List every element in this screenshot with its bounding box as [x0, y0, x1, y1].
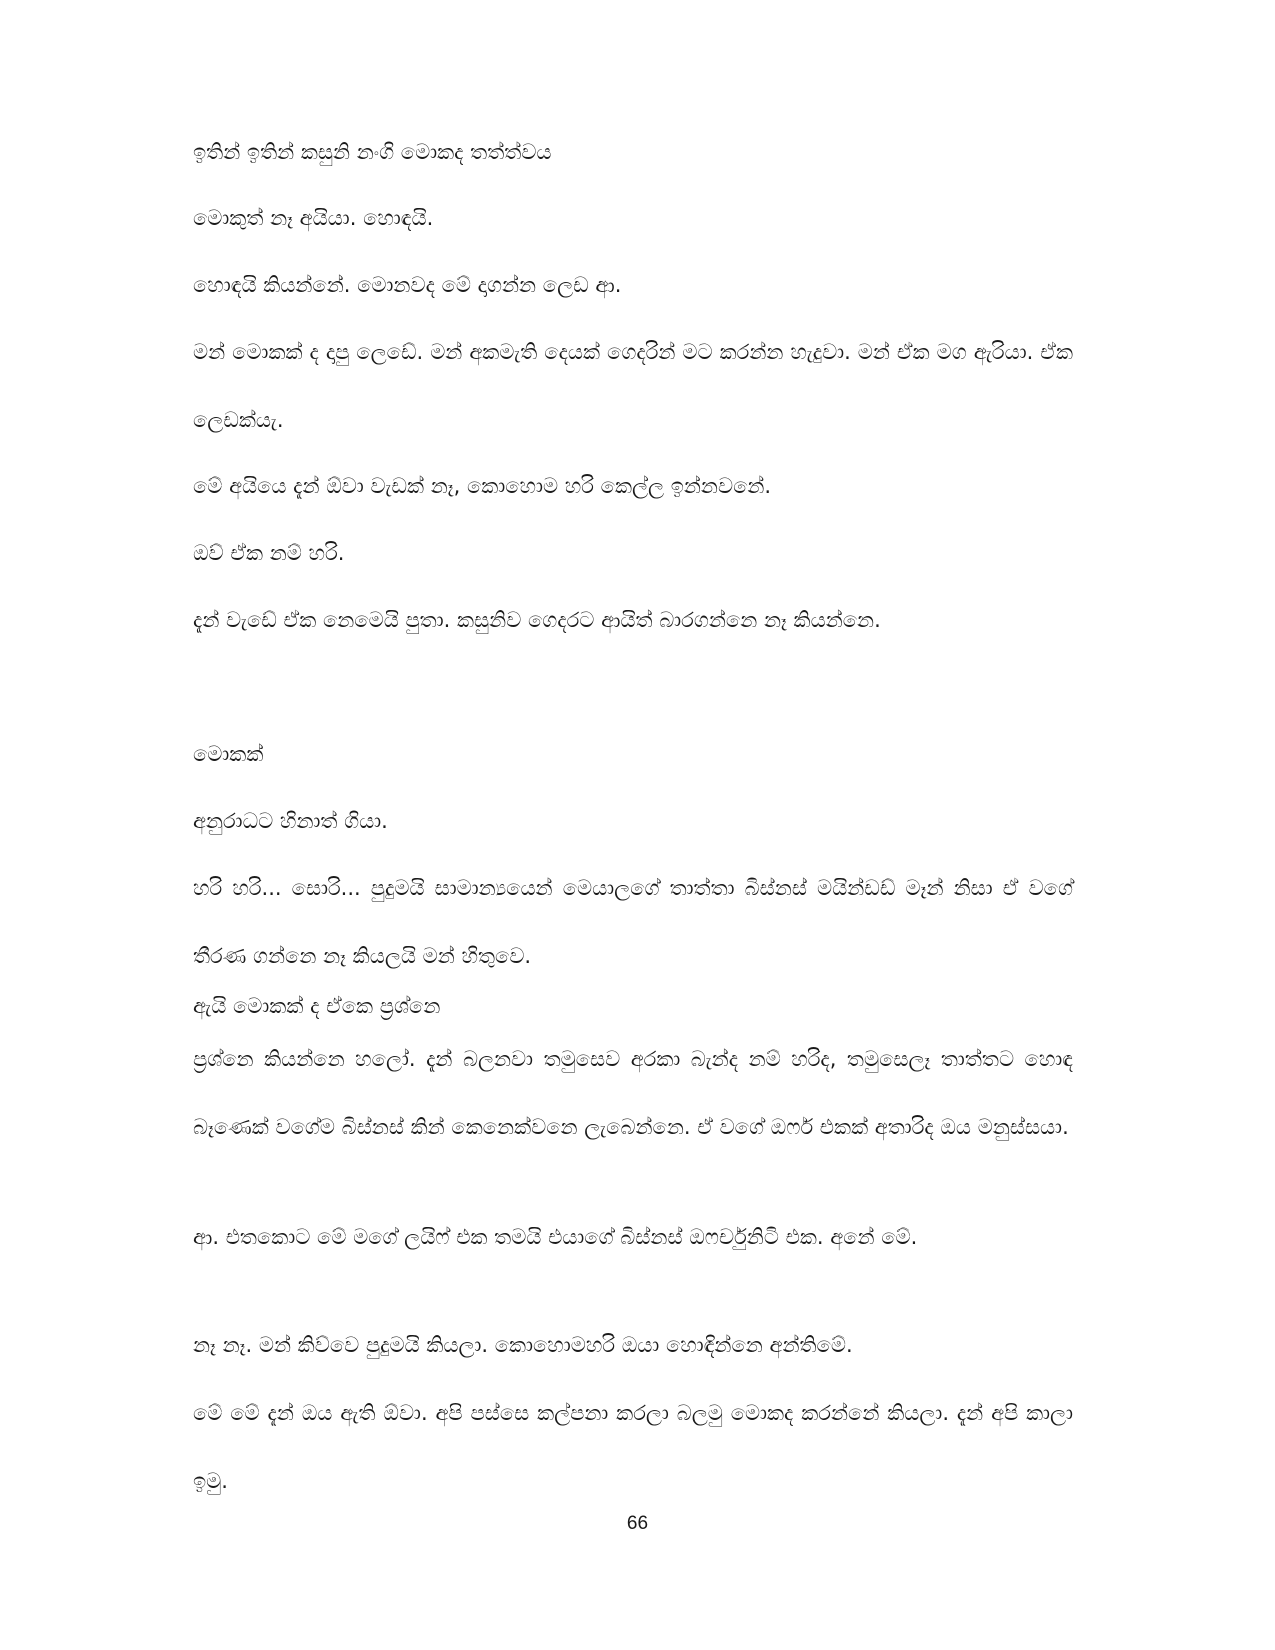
paragraph-7: දැන් වැඩේ ඒක නෙමෙයි පුතා. කසුනිව ගෙදරට ආයිත් බාරගන්නෙ නෑ කියන්නෙ.	[193, 608, 881, 632]
paragraph-3: හොඳයි කියන්නේ. මොනවද මේ දාගන්න ලෙඩ ආ.	[193, 273, 622, 297]
page-number: 66	[626, 1513, 649, 1534]
paragraph-14: නෑ නෑ. මන් කිව්වෙ පුදුමයි කියලා. කොහොමහරි ඔයා හොඳින්නෙ අන්තිමේ.	[193, 1333, 853, 1357]
paragraph-2: මොකුත් නෑ අයියා. හොඳයි.	[193, 206, 434, 230]
paragraph-15: මේ මේ දැන් ඔය ඇති ඕවා. අපි පස්සෙ කල්පනා කරලා බලමු මොකද කරන්නේ කියලා. දැන් අපි කාලා ඉමු.	[193, 1401, 1073, 1493]
paragraph-8: මොකක්	[193, 742, 264, 766]
paragraph-13: ආ. එතකොට මේ මගේ ලයිෆ් එක තමයි එයාගේ බිස්නස් ඔෆර්චුනිටි එක. අනේ මේ.	[193, 1225, 918, 1249]
paragraph-1: ඉතින් ඉතින් කසුනි නංගි මොකද තත්ත්වය	[193, 140, 552, 164]
paragraph-12: ප්‍රශ්නෙ කියන්නෙ හලෝ. දැන් බලනවා තමුසෙව අරකා බැන්ද නම් හරිද, තමුසෙලෑ තාත්තට හොඳ බෑණෙක් වගේම බිස්නස් කින් කෙනෙක්වනෙ ලැබෙන්නෙ. ඒ වගේ ඔෆර් එකක් අතාරිද ඔය මනුස්සයා.	[193, 1047, 1073, 1139]
paragraph-5: මේ අයියෙ දැන් ඕවා වැඩක් නෑ, කොහොම හරි කෙල්ල ඉන්නවනේ.	[193, 474, 772, 498]
paragraph-11: ඇයි මොකක් ද ඒකෙ ප්‍රශ්නෙ	[193, 994, 441, 1018]
paragraph-9: අනුරාධට හිනාත් ගියා.	[193, 809, 388, 833]
paragraph-10: හරි හරි... සොරි... පුදුමයි සාමාන්‍යයෙන් මෙයාලගේ තාත්තා බිස්නස් මයින්ඩඩ් මෑන් නිසා ඒ වගේ තීරණ ගන්නෙ නෑ කියලයි මන් හිතුවෙ.	[193, 876, 1073, 968]
paragraph-6: ඔව් ඒක නම් හරි.	[193, 541, 345, 565]
paragraph-4: මන් මොකක් ද දාපු ලෙඩේ. මන් අකමැති දෙයක් ගෙදරින් මට කරන්න හැදුවා. මන් ඒක මග ඇරියා. ඒක ලෙඩක්යැ.	[193, 340, 1073, 432]
